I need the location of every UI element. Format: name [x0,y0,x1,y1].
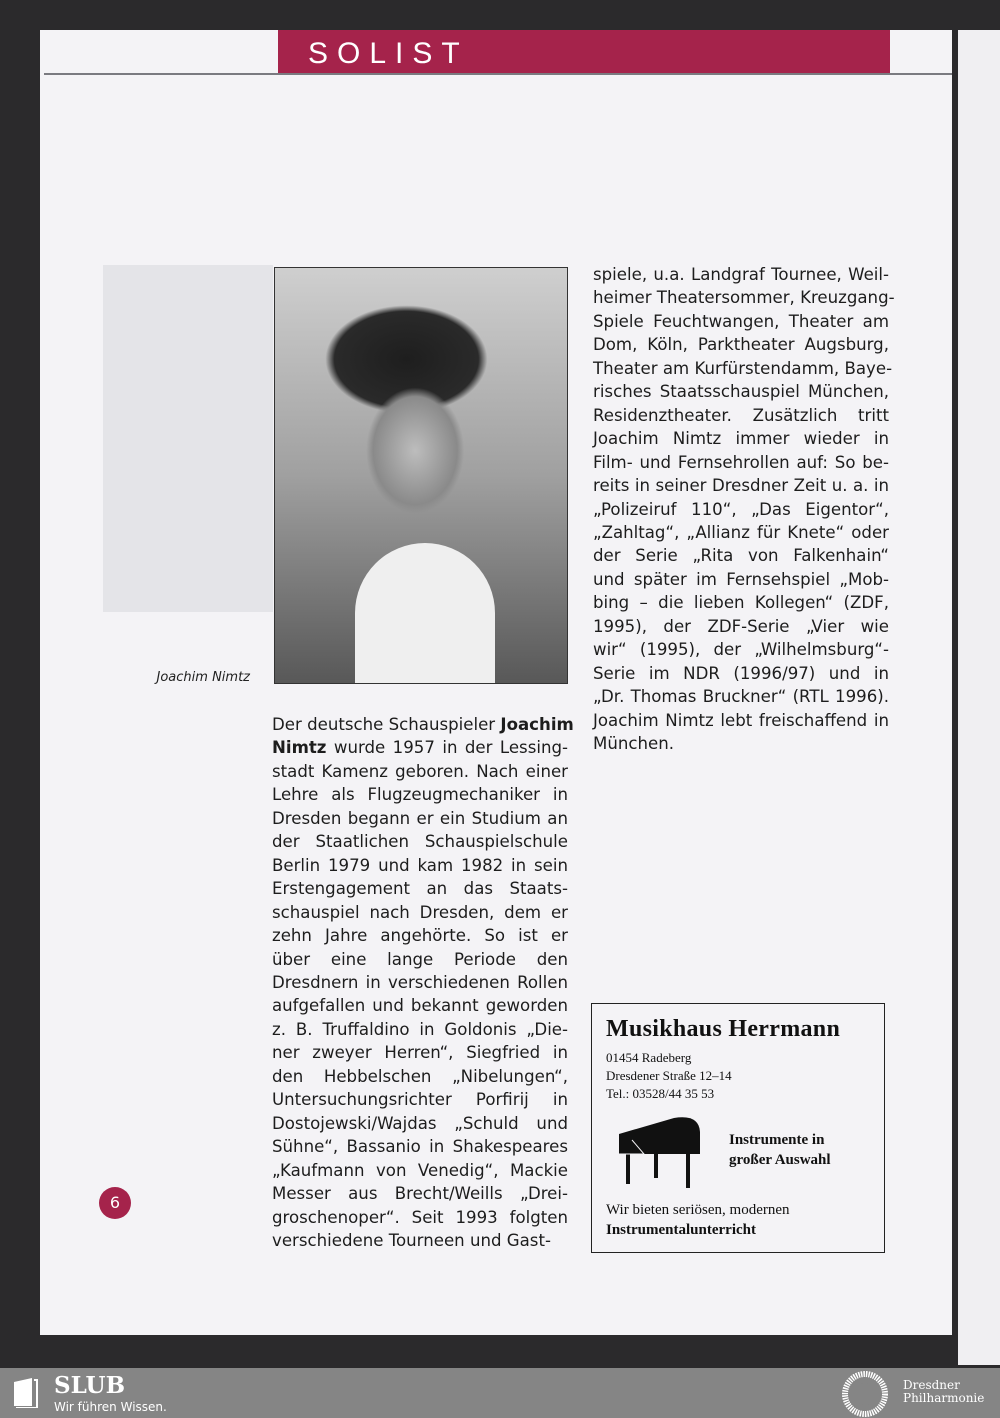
page-number: 6 [99,1187,131,1219]
partner-name-line: Dresdner [903,1378,960,1392]
section-header: SOLIST [278,30,890,74]
portrait-photo [274,267,568,684]
text-line: verschiedene Tourneen und Gast- [272,1230,551,1250]
show-through-image [103,265,273,612]
text-line: Lehre als Flugzeugmechaniker in [272,785,568,805]
text-line: „Polizeiruf 110“, „Das Eigentor“, [593,499,889,519]
text-line: reits in seiner Dresdner Zeit u. a. in [593,476,889,496]
text-line: Untersuchungsrichter Porfirij in [272,1090,568,1110]
ad-tagline: Wir bieten seriösen, modernen [606,1202,790,1218]
text-line: aufgefallen und bekannt geworden [272,996,568,1016]
ad-address-line: Dresdener Straße 12–14 [606,1068,732,1083]
ad-address [606,1049,870,1103]
ad-tagline-bold: Instrumentalunterricht [606,1222,756,1238]
partner-name-line: Philharmonie [903,1391,985,1405]
next-page-edge [958,30,1000,1365]
text-line: Spiele Feuchtwangen, Theater am [593,311,889,331]
text-line: zehn Jahre angehörte. So ist er [272,926,568,946]
ad-phone: Tel.: 03528/44 35 53 [606,1086,715,1101]
ad-title: Musikhaus Herrmann [606,1016,841,1042]
ad-address-line: 01454 Radeberg [606,1050,692,1065]
text-line: Der deutsche Schauspieler Joachim [272,715,574,734]
text-line: 1995), der ZDF-Serie „Vier wie [593,616,889,636]
text-line: bing – die lieben Kollegen“ (ZDF, [593,593,889,613]
text-line: spiele, u.a. Landgraf Tournee, Weil- [593,265,889,284]
slub-book-icon [12,1376,38,1408]
text-line: Serie im NDR (1996/97) und in [593,663,889,683]
text-line: wir“ (1995), der „Wilhelmsburg“- [593,640,889,660]
footer-bar [0,1368,1000,1418]
text-line: Theater am Kurfürstendamm, Baye- [593,358,893,378]
text-line: Dom, Köln, Parktheater Augsburg, [593,335,889,355]
ad-slogan-line: Instrumente in [729,1132,825,1148]
ad-slogan [729,1130,831,1170]
header-rule [44,73,952,75]
text-line: Joachim Nimtz immer wieder in [593,429,889,449]
text-column-2 [593,263,895,756]
text-line: „Zahltag“, „Allianz für Knete“ oder [593,522,889,542]
text-line: z. B. Truffaldino in Goldonis „Die- [272,1019,568,1039]
text-line: der Staatlichen Schauspielschule [272,832,568,852]
text-line: Residenztheater. Zusätzlich tritt [593,405,889,425]
text-line: stadt Kamenz geboren. Nach einer [272,761,568,781]
text-line: Messer aus Brecht/Weills „Drei- [272,1184,568,1204]
text-line: München. [593,734,674,754]
text-line: risches Staatsschauspiel München, [593,382,889,402]
text-line: Berlin 1979 und kam 1982 in sein [272,855,568,875]
text-line: Joachim Nimtz lebt freischaffend in [593,710,889,730]
grand-piano-icon [614,1114,704,1192]
text-line: „Kaufmann von Venedig“, Mackie [272,1160,568,1180]
text-line: Film- und Fernsehrollen auf: So be- [593,452,889,472]
text-line: groschenoper“. Seit 1993 folgten [272,1207,568,1227]
text-line: Dostojewski/Wajdas „Schuld und [272,1113,568,1133]
text-line: schauspiel nach Dresden, dem er [272,902,568,922]
slub-logo-text[interactable]: SLUB [54,1372,126,1399]
text-line: Dresden begann er ein Studium an [272,808,568,828]
ad-slogan-line: großer Auswahl [729,1152,831,1168]
text-line: Dresdnern in verschiedenen Rollen [272,972,568,992]
philharmonie-logo-text[interactable] [903,1379,984,1405]
text-line: über eine lange Periode den [272,949,568,969]
text-line: den Hebbelschen „Nibelungen“, [272,1066,568,1086]
text-column-1 [272,713,574,1252]
text-line: ner zweyer Herren“, Siegfried in [272,1043,568,1063]
text-line: Erstengagement an das Staats- [272,879,568,899]
text-line: und später im Fernsehspiel „Mob- [593,569,889,589]
text-line: Nimtz wurde 1957 in der Lessing- [272,738,568,758]
text-line: heimer Theatersommer, Kreuzgang- [593,288,895,308]
text-line: der Serie „Rita von Falkenhain“ [593,546,889,566]
advertisement [591,1003,885,1253]
photo-caption: Joachim Nimtz [156,670,250,685]
text-line: „Dr. Thomas Bruckner“ (RTL 1996). [593,687,889,707]
text-line: Sühne“, Bassanio in Shakespeares [272,1137,568,1157]
slub-tagline: Wir führen Wissen. [54,1400,167,1414]
philharmonie-logo-icon [842,1371,888,1417]
